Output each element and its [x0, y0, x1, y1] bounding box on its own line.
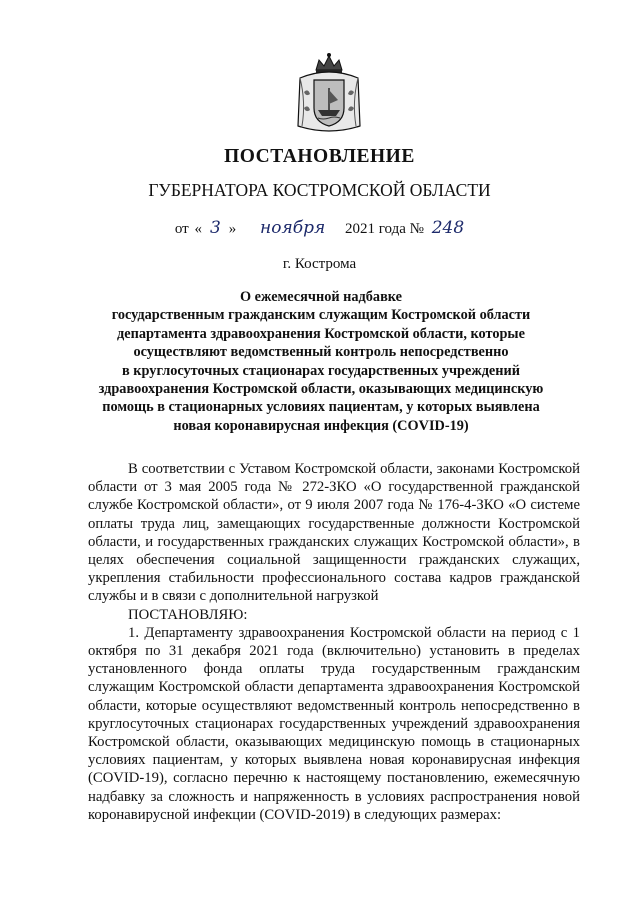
document-heading: [82, 288, 560, 435]
date-line: [0, 218, 639, 238]
heading-line: в круглосуточных стационарах государственных учреждений: [122, 362, 520, 379]
date-day: 3: [209, 218, 221, 238]
document-number: 248: [431, 218, 465, 238]
date-year-text: 2021 года №: [344, 221, 424, 237]
heading-line: осуществляют ведомственный контроль непосредственно: [133, 344, 509, 361]
city-name: г. Кострома: [282, 256, 357, 272]
coat-of-arms-icon: [294, 52, 364, 136]
heading-line: департамента здравоохранения Костромской области, которые: [117, 325, 525, 342]
clause-1-paragraph: 1. Департаменту здравоохранения Костромской области на период с 1 октября по 31 декабря 2021 года (включительно) установить в пределах установленного фонда оплаты труда государственным гражданским служащим Костромской области департамента здравоохранения Костромской области, которые осуществляют ведомственный контроль непосредственно в круглосуточных стационарах государственных учреждений здравоохранения Костромской области, оказывающих медицинскую помощь в стационарных условиях пациентам, у которых выявлена новая коронавирусная инфекция (COVID-19), согласно перечню к настоящему постановлению, ежемесячную надбавку за сложность и напряженность в условиях распространения новой коронавирусной инфекции (COVID-2019) в следующих размерах:: [88, 624, 580, 823]
date-month: ноября: [260, 218, 326, 238]
decree-word: ПОСТАНОВЛЯЮ:: [128, 606, 248, 623]
heading-line: государственным гражданским служащим Костромской области: [111, 307, 531, 324]
heading-line: здравоохранения Костромской области, оказывающих медицинскую: [98, 381, 544, 398]
document-subtitle: ГУБЕРНАТОРА КОСТРОМСКОЙ ОБЛАСТИ: [148, 180, 491, 200]
heading-line: помощь в стационарных условиях пациентам, у которых выявлена: [102, 399, 540, 416]
document-title: ПОСТАНОВЛЕНИЕ: [224, 146, 415, 167]
date-quote-close: »: [228, 221, 237, 237]
date-prefix: от: [174, 221, 189, 237]
document-body: [88, 460, 580, 824]
preamble-paragraph: В соответствии с Уставом Костромской области, законами Костромской области от 3 мая 2005 года № 272-ЗКО «О государственной гражданской службе Костромской области», от 9 июля 2007 года № 176-4-ЗКО «О системе оплаты труда лиц, замещающих государственные должности Костромской области, и государственных гражданских служащих Костромской области», в целях обеспечения социальной защищенности гражданских служащих, укрепления стабильности профессионального состава кадров гражданской службы и в связи с дополнительной нагрузкой: [88, 461, 580, 605]
heading-line: О ежемесячной надбавке: [239, 289, 403, 305]
date-quote-open: «: [194, 221, 202, 237]
heading-line: новая коронавирусная инфекция (COVID-19): [173, 417, 469, 434]
